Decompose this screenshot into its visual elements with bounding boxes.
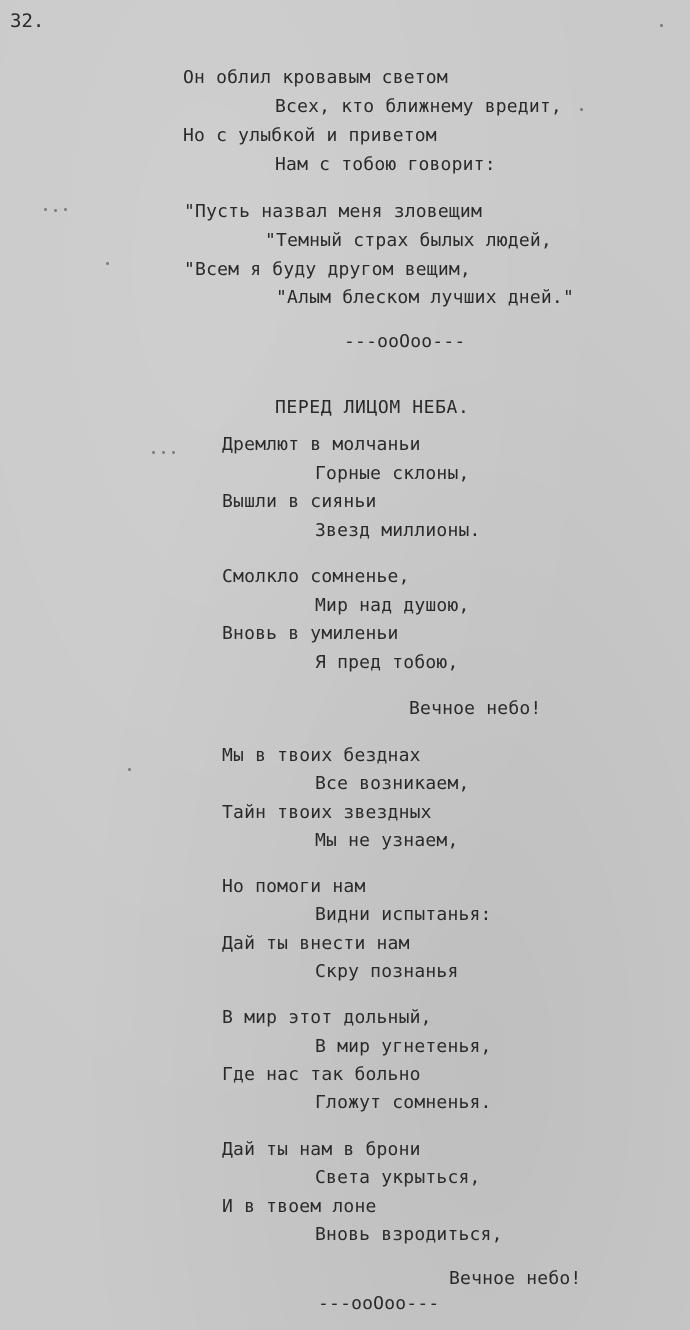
- verse-line: Он облил кровавым светом: [183, 67, 448, 88]
- paper-speck: [106, 262, 109, 265]
- verse-line: И в твоем лоне: [222, 1196, 377, 1217]
- verse-line: "Всем я буду другом вещим,: [184, 259, 471, 280]
- paper-speck: [580, 108, 583, 111]
- verse-line: Мир над душою,: [315, 595, 470, 616]
- refrain: Вечное небо!: [409, 698, 542, 719]
- verse-line: Вновь взродиться,: [315, 1224, 503, 1245]
- verse-line: Горные склоны,: [315, 463, 470, 484]
- verse-line: Мы в твоих безднах: [222, 745, 421, 766]
- separator: ---ооОоо---: [318, 1293, 440, 1314]
- paper-speck: [54, 209, 57, 212]
- paper-speck: [64, 208, 67, 211]
- poem-title: ПЕРЕД ЛИЦОМ НЕБА.: [275, 397, 470, 418]
- verse-line: Все возникаем,: [315, 773, 470, 794]
- paper-speck: [128, 768, 131, 771]
- paper-speck: [44, 208, 47, 211]
- verse-line: Вновь в умиленьи: [222, 623, 399, 644]
- page-number: 32.: [10, 10, 45, 32]
- verse-line: Но помоги нам: [222, 876, 366, 897]
- verse-line: Света укрыться,: [315, 1167, 481, 1188]
- verse-line: Дремлют в молчаньи: [222, 434, 421, 455]
- separator: ---ооОоо---: [344, 331, 466, 352]
- verse-line: Скру познанья: [315, 961, 459, 982]
- refrain: Вечное небо!: [449, 1268, 582, 1289]
- verse-line: Дай ты нам в брони: [222, 1139, 421, 1160]
- verse-line: Я пред тобою,: [315, 652, 459, 673]
- verse-line: Вышли в сияньи: [222, 491, 377, 512]
- verse-line: Дай ты внести нам: [222, 933, 410, 954]
- verse-line: В мир этот дольный,: [222, 1007, 432, 1028]
- paper-speck: [172, 451, 175, 454]
- paper-speck: [152, 451, 155, 454]
- verse-line: Звезд миллионы.: [315, 520, 481, 541]
- verse-line: "Алым блеском лучших дней.": [276, 287, 574, 308]
- verse-line: Гложут сомненья.: [315, 1092, 492, 1113]
- verse-line: Где нас так больно: [222, 1064, 421, 1085]
- paper-speck: [660, 24, 663, 27]
- verse-line: "Темный страх былых людей,: [265, 230, 552, 251]
- verse-line: Видни испытанья:: [315, 904, 492, 925]
- verse-line: В мир угнетенья,: [315, 1036, 492, 1057]
- verse-line: Мы не узнаем,: [315, 830, 459, 851]
- verse-line: Но с улыбкой и приветом: [183, 125, 437, 146]
- verse-line: "Пусть назвал меня зловещим: [184, 201, 482, 222]
- verse-line: Всех, кто ближнему вредит,: [275, 96, 562, 117]
- paper-speck: [162, 451, 165, 454]
- verse-line: Нам с тобою говорит:: [275, 154, 496, 175]
- verse-line: Смолкло сомненье,: [222, 566, 410, 587]
- verse-line: Тайн твоих звездных: [222, 802, 432, 823]
